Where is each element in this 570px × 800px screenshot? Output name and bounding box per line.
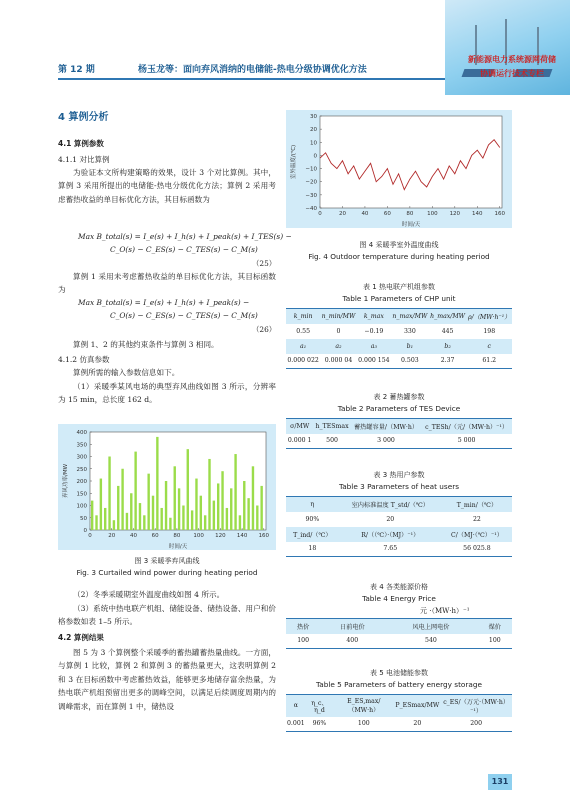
x-tick-label: 120 xyxy=(215,533,226,539)
figure-4 xyxy=(286,110,512,228)
bar xyxy=(191,510,193,530)
table-header-row: η 室内标准温度 T_std/（℃） T_min/（℃） xyxy=(286,497,512,512)
bar xyxy=(260,486,262,530)
table-row: 0.55 0 −0.19 330 445 198 xyxy=(296,327,496,335)
bar xyxy=(134,452,136,530)
x-tick-label: 100 xyxy=(193,533,204,539)
table-3 xyxy=(286,496,512,557)
table-row: 100 400 540 100 xyxy=(297,637,501,645)
bar xyxy=(187,449,189,530)
fig4-chart xyxy=(286,110,512,228)
equation-25-line2: C_O(s) − C_ES(s) − C_TES(s) − C_M(s) xyxy=(110,245,258,254)
y-tick-label: 0 xyxy=(313,153,317,160)
bar xyxy=(239,515,241,530)
subsubsection-heading: 4.1.1 对比算例 xyxy=(58,155,110,164)
section-heading: 4 算例分析 xyxy=(58,112,109,123)
bar xyxy=(256,506,258,531)
table3-caption-cn: 表 3 热用户参数 xyxy=(373,471,425,479)
y-tick-label: −40 xyxy=(305,206,317,212)
fig3-caption-en: Fig. 3 Curtailed wind power during heating period xyxy=(76,568,258,577)
y-tick-label: 0 xyxy=(83,528,87,534)
bar xyxy=(252,466,254,530)
table-1 xyxy=(286,308,512,369)
y-tick-label: 30 xyxy=(310,114,317,120)
equation-26-line1: Max B_total(s) = I_e(s) + I_h(s) + I_peak(s) − xyxy=(78,298,250,307)
y-axis-label: 弃风功率/MW xyxy=(63,463,69,499)
bar xyxy=(95,515,97,530)
running-title: 杨玉龙等：面向弃风消纳的电储能-热电分级协调优化方法 xyxy=(138,65,367,75)
x-axis-label: 时间/天 xyxy=(401,222,421,228)
equation-number: （25） xyxy=(252,259,277,268)
bar xyxy=(174,466,176,530)
equation-number: （26） xyxy=(252,325,277,334)
bar xyxy=(208,459,210,530)
equation-25-line1: Max B_total(s) = I_e(s) + I_h(s) + I_peak(s) + I_TES(s) − xyxy=(78,232,292,241)
bar xyxy=(234,454,236,530)
bar xyxy=(91,501,93,530)
y-tick-label: 200 xyxy=(76,479,87,485)
table-row: 0.001 96% 100 20 200 xyxy=(287,720,483,728)
y-tick-label: 50 xyxy=(80,515,87,522)
x-tick-label: 40 xyxy=(361,211,369,217)
paragraph: 算例 1、2 的其他约束条件与算例 3 相同。 xyxy=(73,340,219,349)
table1-caption-cn: 表 1 热电联产机组参数 xyxy=(363,283,435,291)
table-row: 0.000 022 0.000 04 0.000 154 0.503 2.37 61.2 xyxy=(287,357,497,365)
y-tick-label: 150 xyxy=(76,491,87,498)
page-number: 131 xyxy=(488,774,512,790)
bar xyxy=(178,488,180,530)
bar xyxy=(156,437,158,530)
table-row: 18 7.65 56 025.8 xyxy=(308,545,491,553)
table4-unit: 元 ·（MW·h）⁻¹ xyxy=(420,607,470,615)
table-header-row: a₁ a₂ a₃ b₁ b₂ c xyxy=(286,339,512,354)
subsection-heading: 4.1 算例参数 xyxy=(58,139,104,148)
bar xyxy=(213,501,215,530)
x-axis-label: 时间/天 xyxy=(168,544,188,550)
fig4-caption-en: Fig. 4 Outdoor temperature during heating period xyxy=(308,252,490,261)
y-tick-label: 100 xyxy=(76,503,87,510)
y-tick-label: −10 xyxy=(305,166,317,173)
subsection-heading: 4.2 算例结果 xyxy=(58,633,104,642)
paragraph: 算例所需的输入参数信息如下。 xyxy=(73,368,180,377)
y-tick-label: 350 xyxy=(76,442,87,449)
x-tick-label: 80 xyxy=(406,211,414,217)
fig3-chart xyxy=(58,424,276,550)
table-header-row: α η_c、η_d E_ES,max/（MW·h） P_ESmax/MW c_ES/（万元·（MW·h）⁻¹） xyxy=(286,695,512,717)
y-tick-label: 400 xyxy=(76,430,87,436)
table1-caption-en: Table 1 Parameters of CHP unit xyxy=(342,294,456,303)
x-tick-label: 80 xyxy=(173,533,181,539)
x-tick-label: 140 xyxy=(472,211,483,217)
table-header-row: 热价 日前电价 风电上网电价 煤价 xyxy=(286,619,512,634)
bar xyxy=(200,496,202,530)
banner-title-1: 新能源电力系统源网荷储 xyxy=(468,55,556,64)
table4-caption-cn: 表 4 各类能源价格 xyxy=(370,583,428,591)
table-row: 90% 20 22 xyxy=(305,515,481,523)
bar xyxy=(100,479,102,530)
bar xyxy=(204,515,206,530)
bar xyxy=(217,483,219,530)
table-row: 0.000 1 500 3 000 5 000 xyxy=(287,437,476,445)
bar xyxy=(126,513,128,530)
bar xyxy=(121,469,123,530)
bar xyxy=(130,493,132,530)
x-tick-label: 20 xyxy=(108,533,116,539)
y-tick-label: 10 xyxy=(310,140,317,147)
bar xyxy=(113,520,115,530)
table-header-row: T_ind/（℃） R/（（℃）·（MJ）⁻¹） C/（MJ·（℃）⁻¹） xyxy=(286,527,512,542)
table-header-row: σ/MW h_TESmax 蓄热罐容量/（MW·h） c_TESh/（元/（MW·h）⁻¹） xyxy=(286,419,512,434)
bar xyxy=(221,471,223,530)
bar xyxy=(147,474,149,530)
bar xyxy=(195,479,197,530)
paragraph: （3）系统中热电联产机组、储能设备、储热设备、用户和价格参数如表 1–5 所示。 xyxy=(58,604,276,627)
table-5 xyxy=(286,694,512,732)
bar xyxy=(226,508,228,530)
bar xyxy=(139,503,141,530)
paragraph: （1）采暖季某风电场的典型弃风曲线如图 3 所示，分辨率为 15 min，总长度 162 d。 xyxy=(58,382,276,405)
y-tick-label: 20 xyxy=(310,127,317,134)
column-banner xyxy=(445,0,570,95)
bar xyxy=(152,496,154,530)
table5-caption-en: Table 5 Parameters of battery energy storage xyxy=(315,680,482,689)
table-header-row: k_min n_min/MW k_max n_max/MW h_max/MW ρ/（MW·h⁻¹） xyxy=(286,309,512,324)
x-tick-label: 0 xyxy=(88,533,92,539)
y-tick-label: −30 xyxy=(305,192,317,199)
x-tick-label: 60 xyxy=(383,211,391,217)
table-4 xyxy=(286,618,512,649)
paragraph: 图 5 为 3 个算例整个采暖季的蓄热罐蓄热量曲线。一方面，与算例 1 比较，算例 2 和算例 3 的蓄热量更大，这表明算例 2 和 3 在目标函数中考虑蓄热效益，能够更多地储存富余热量，为热电联产机组预留出更多的调峰空间，以满足后续调度周期内的调峰需求，而在算例 1 中，储热设 xyxy=(58,648,276,711)
x-tick-label: 0 xyxy=(318,211,322,217)
bar xyxy=(161,508,163,530)
bar xyxy=(230,488,232,530)
figure-3 xyxy=(58,424,276,550)
bar xyxy=(165,481,167,530)
y-tick-label: −20 xyxy=(305,179,317,186)
table5-caption-cn: 表 5 电池储能参数 xyxy=(370,669,428,677)
header-rule xyxy=(58,78,458,80)
x-tick-label: 100 xyxy=(427,211,438,217)
fig3-caption-cn: 图 3 采暖季弃风曲线 xyxy=(134,557,200,565)
table2-caption-cn: 表 2 蓄热罐参数 xyxy=(373,393,425,401)
bar xyxy=(243,481,245,530)
x-tick-label: 60 xyxy=(151,533,159,539)
banner-title-2: 协调运行技术专栏 xyxy=(480,69,544,78)
table3-caption-en: Table 3 Parameters of heat users xyxy=(338,482,460,491)
x-tick-label: 120 xyxy=(449,211,461,217)
fig4-caption-cn: 图 4 采暖季室外温度曲线 xyxy=(359,241,439,249)
y-axis-label: 室外温度/(℃) xyxy=(291,144,297,180)
issue-number: 第 12 期 xyxy=(58,65,95,75)
paragraph: 算例 1 采用未考虑蓄热收益的单目标优化方法，其目标函数为 xyxy=(58,272,276,295)
table4-caption-en: Table 4 Energy Price xyxy=(362,594,436,603)
x-tick-label: 160 xyxy=(494,211,506,217)
bar xyxy=(182,506,184,531)
table-2 xyxy=(286,418,512,449)
plot-area xyxy=(320,116,502,208)
table2-caption-en: Table 2 Parameters of TES Device xyxy=(337,404,461,413)
bar xyxy=(108,457,110,531)
paragraph: （2）冬季采暖期室外温度曲线如图 4 所示。 xyxy=(73,590,225,599)
x-tick-label: 20 xyxy=(338,211,346,217)
x-tick-label: 40 xyxy=(129,533,137,539)
bar xyxy=(143,515,145,530)
subsubsection-heading: 4.1.2 仿真参数 xyxy=(58,355,110,364)
bar xyxy=(247,498,249,530)
equation-26-line2: C_O(s) − C_ES(s) − C_TES(s) − C_M(s) xyxy=(110,311,258,320)
bar xyxy=(117,486,119,530)
paragraph: 为验证本文所构建策略的效果，设计 3 个对比算例。其中，算例 3 采用所提出的电储能-热电分级优化方法；算例 2 采用考虑蓄热收益的单目标优化方法，其目标函数为 xyxy=(58,168,276,204)
y-tick-label: 250 xyxy=(76,466,87,473)
y-tick-label: 300 xyxy=(76,454,87,461)
bar xyxy=(104,508,106,530)
x-tick-label: 160 xyxy=(258,533,270,539)
bar xyxy=(169,518,171,530)
x-tick-label: 140 xyxy=(236,533,248,539)
